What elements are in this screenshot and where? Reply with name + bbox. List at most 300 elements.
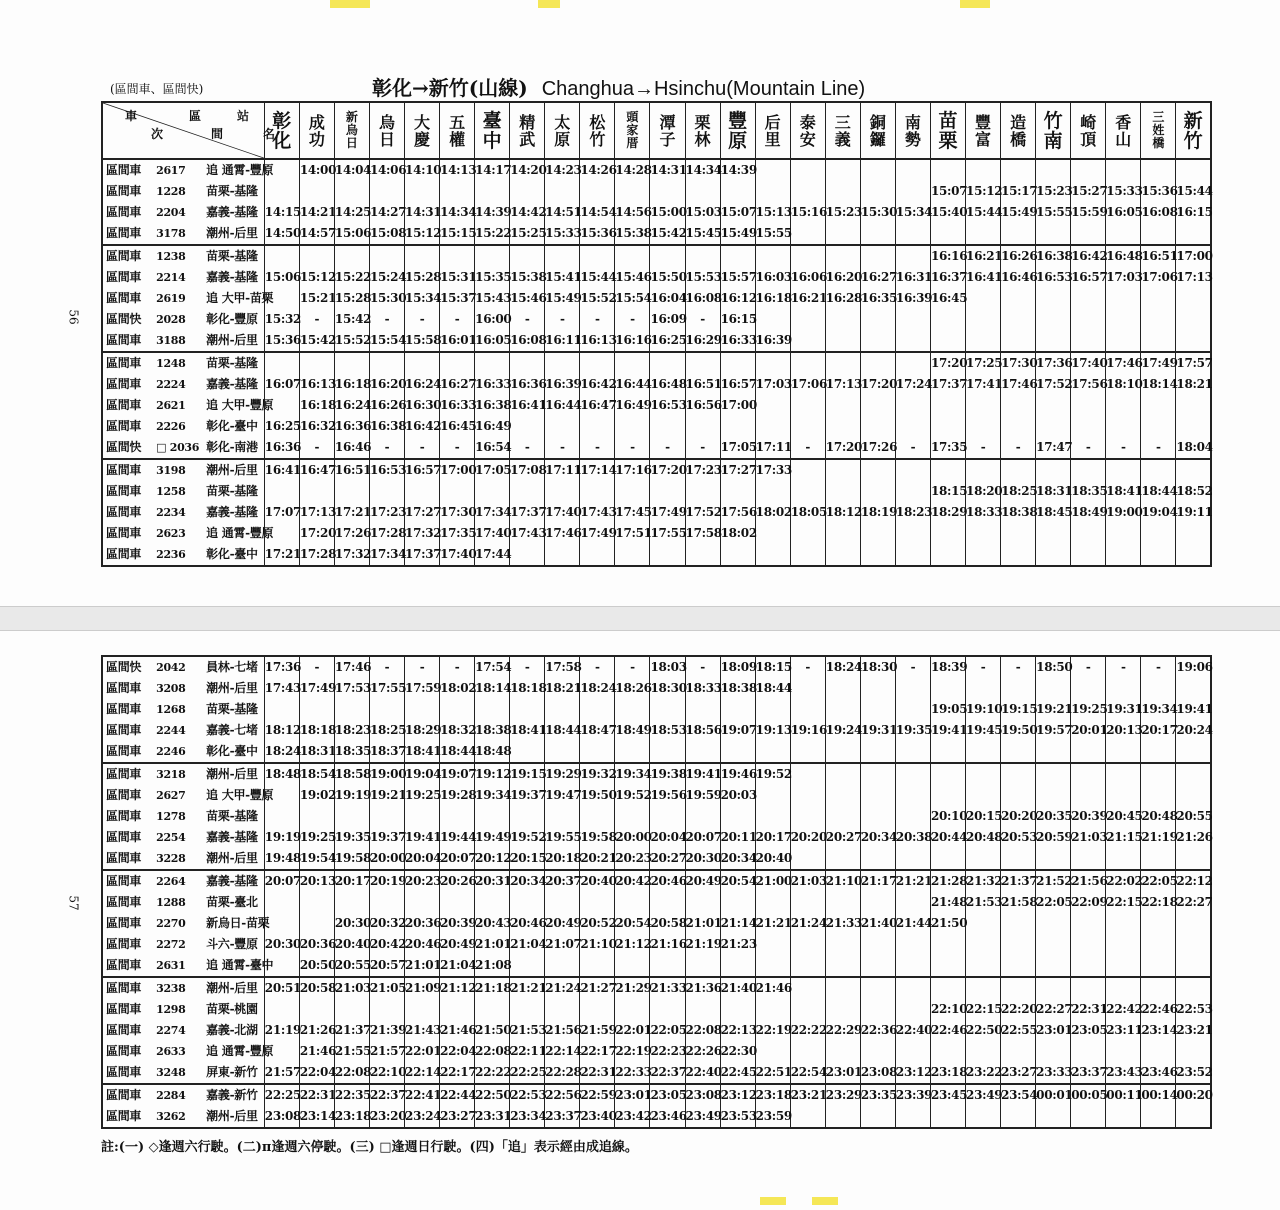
time-cell: 21:05: [369, 977, 404, 999]
time-cell: -: [299, 656, 334, 678]
time-cell: 23:01: [615, 1084, 650, 1106]
time-cell: [545, 481, 580, 502]
time-cell: [1001, 544, 1036, 566]
time-cell: 17:21: [334, 502, 369, 523]
station-name: 彰化: [272, 109, 292, 152]
time-cell: 18:38: [720, 678, 755, 699]
time-cell: 17:06: [1141, 267, 1176, 288]
time-cell: 20:44: [930, 827, 965, 848]
time-cell: 18:04: [1176, 437, 1211, 459]
time-cell: 23:49: [685, 1106, 720, 1128]
table-row: [102, 544, 1211, 566]
time-cell: 20:39: [440, 913, 475, 934]
time-cell: [755, 481, 790, 502]
time-cell: [440, 352, 475, 374]
time-cell: 20:34: [860, 827, 895, 848]
time-cell: [720, 245, 755, 267]
time-cell: [1176, 785, 1211, 806]
time-cell: 15:27: [1071, 181, 1106, 202]
time-cell: [755, 352, 790, 374]
time-cell: [825, 181, 860, 202]
time-cell: 17:40: [475, 523, 510, 544]
time-cell: 16:39: [895, 288, 930, 309]
station-name: 南勢: [904, 112, 921, 149]
time-cell: [755, 245, 790, 267]
train-number: 2272: [156, 938, 186, 951]
time-cell: 15:33: [545, 223, 580, 245]
time-cell: 16:41: [966, 267, 1001, 288]
time-cell: [545, 699, 580, 720]
table-row: [102, 374, 1211, 395]
time-cell: [1036, 223, 1071, 245]
time-cell: 16:28: [825, 288, 860, 309]
time-cell: 21:26: [299, 1020, 334, 1041]
time-cell: 14:31: [650, 159, 685, 181]
time-cell: [930, 934, 965, 955]
time-cell: [405, 181, 440, 202]
time-cell: [1036, 288, 1071, 309]
time-cell: [825, 955, 860, 977]
time-cell: 19:35: [334, 827, 369, 848]
time-cell: 23:29: [825, 1084, 860, 1106]
time-cell: 21:48: [930, 892, 965, 913]
table-row: [102, 720, 1211, 741]
time-cell: [545, 999, 580, 1020]
time-cell: [825, 785, 860, 806]
time-cell: 20:13: [299, 870, 334, 892]
station-name: 大慶: [414, 112, 431, 149]
time-cell: 21:18: [475, 977, 510, 999]
time-cell: 16:18: [334, 374, 369, 395]
time-cell: [1141, 159, 1176, 181]
time-cell: [580, 999, 615, 1020]
time-cell: 20:40: [755, 848, 790, 870]
time-cell: 15:07: [930, 181, 965, 202]
time-cell: [615, 699, 650, 720]
time-cell: 16:15: [1176, 202, 1211, 223]
time-cell: 17:41: [966, 374, 1001, 395]
time-cell: 16:38: [1036, 245, 1071, 267]
time-cell: 19:02: [299, 785, 334, 806]
time-cell: 16:38: [475, 395, 510, 416]
time-cell: 16:47: [580, 395, 615, 416]
time-cell: 17:24: [895, 374, 930, 395]
time-cell: 00:20: [1176, 1084, 1211, 1106]
time-cell: 19:31: [860, 720, 895, 741]
time-cell: [1036, 523, 1071, 544]
time-cell: 20:26: [440, 870, 475, 892]
time-cell: [615, 544, 650, 566]
time-cell: [475, 892, 510, 913]
train-route: 苗栗-基隆: [206, 809, 258, 823]
time-cell: [264, 699, 299, 720]
time-cell: [1071, 159, 1106, 181]
time-cell: 22:31: [580, 1062, 615, 1084]
time-cell: 22:41: [405, 1084, 440, 1106]
time-cell: 19:37: [510, 785, 545, 806]
time-cell: [615, 245, 650, 267]
time-cell: [790, 741, 825, 763]
time-cell: 16:51: [1141, 245, 1176, 267]
train-route: 追 通霄-臺中: [206, 958, 274, 972]
time-cell: 23:05: [1071, 1020, 1106, 1041]
station-name: 崎頂: [1080, 112, 1097, 149]
time-cell: [1106, 159, 1141, 181]
time-cell: 15:31: [440, 267, 475, 288]
time-cell: 19:57: [1036, 720, 1071, 741]
time-cell: [1001, 459, 1036, 481]
time-cell: [1141, 223, 1176, 245]
time-cell: 17:35: [440, 523, 475, 544]
train-type: 區間車: [106, 1044, 142, 1058]
time-cell: [1141, 523, 1176, 544]
time-cell: [1001, 159, 1036, 181]
time-cell: 21:03: [334, 977, 369, 999]
time-cell: [720, 892, 755, 913]
time-cell: [510, 999, 545, 1020]
time-cell: -: [1106, 656, 1141, 678]
time-cell: 23:21: [1176, 1020, 1211, 1041]
time-cell: 17:56: [720, 502, 755, 523]
time-cell: 20:18: [545, 848, 580, 870]
train-route: 彰化-南港: [206, 440, 258, 454]
train-route: 苗栗-基隆: [206, 352, 264, 374]
time-cell: 23:59: [755, 1106, 790, 1128]
time-cell: 23:14: [299, 1106, 334, 1128]
time-cell: 20:49: [685, 870, 720, 892]
time-cell: 15:58: [405, 330, 440, 352]
time-cell: [1036, 785, 1071, 806]
time-cell: [1001, 416, 1036, 437]
train-number: 2627: [156, 789, 186, 802]
time-cell: 18:30: [650, 678, 685, 699]
time-cell: [1141, 309, 1176, 330]
time-cell: 18:38: [1001, 502, 1036, 523]
time-cell: [475, 699, 510, 720]
time-cell: 19:21: [1036, 699, 1071, 720]
time-cell: [895, 544, 930, 566]
station-name: 新竹: [1183, 109, 1203, 152]
table-row: [102, 202, 1211, 223]
time-cell: [1141, 977, 1176, 999]
time-cell: [580, 481, 615, 502]
time-cell: 17:14: [580, 459, 615, 481]
time-cell: [685, 481, 720, 502]
time-cell: -: [650, 437, 685, 459]
time-cell: 20:07: [440, 848, 475, 870]
time-cell: 18:02: [720, 523, 755, 544]
time-cell: [264, 999, 299, 1020]
time-cell: -: [440, 437, 475, 459]
train-route: 苗栗-臺北: [206, 895, 258, 909]
time-cell: [825, 1106, 860, 1128]
time-cell: 16:16: [615, 330, 650, 352]
time-cell: [1176, 741, 1211, 763]
time-cell: 19:52: [510, 827, 545, 848]
time-cell: 17:37: [930, 374, 965, 395]
time-cell: [615, 892, 650, 913]
station-header-14: [755, 102, 790, 159]
time-cell: [895, 309, 930, 330]
time-cell: 22:37: [650, 1062, 685, 1084]
time-cell: 16:49: [475, 416, 510, 437]
time-cell: 15:55: [1036, 202, 1071, 223]
time-cell: [650, 245, 685, 267]
station-name: 豐富: [975, 112, 992, 149]
time-cell: [895, 848, 930, 870]
time-cell: [475, 999, 510, 1020]
time-cell: 23:34: [510, 1106, 545, 1128]
train-number: 3248: [156, 1066, 186, 1079]
time-cell: 20:57: [369, 955, 404, 977]
table-row: [102, 330, 1211, 352]
train-number: 2042: [156, 661, 186, 674]
time-cell: [860, 523, 895, 544]
time-cell: 21:37: [1001, 870, 1036, 892]
time-cell: 16:46: [334, 437, 369, 459]
time-cell: 20:39: [1071, 806, 1106, 827]
time-cell: -: [1001, 437, 1036, 459]
time-cell: 19:48: [264, 848, 299, 870]
time-cell: [895, 741, 930, 763]
time-cell: 22:13: [720, 1020, 755, 1041]
station-header-9: [580, 102, 615, 159]
time-cell: 17:03: [755, 374, 790, 395]
train-route: 彰化-臺中: [206, 547, 258, 561]
time-cell: [930, 977, 965, 999]
header-label: 區: [189, 109, 202, 123]
train-type: 區間快: [106, 660, 142, 674]
time-cell: [755, 159, 790, 181]
time-cell: 19:41: [685, 763, 720, 785]
time-cell: [545, 245, 580, 267]
time-cell: [1141, 330, 1176, 352]
station-name: 苗栗: [938, 109, 958, 152]
time-cell: [720, 955, 755, 977]
time-cell: 15:55: [755, 223, 790, 245]
time-cell: 16:39: [545, 374, 580, 395]
time-cell: [685, 955, 720, 977]
time-cell: 18:41: [1106, 481, 1141, 502]
time-cell: 16:33: [475, 374, 510, 395]
time-cell: [966, 763, 1001, 785]
table-row: [102, 870, 1211, 892]
time-cell: [930, 395, 965, 416]
time-cell: 22:01: [615, 1020, 650, 1041]
train-number: 1238: [156, 245, 206, 267]
time-cell: 17:40: [440, 544, 475, 566]
time-cell: 18:47: [580, 720, 615, 741]
time-cell: 21:17: [860, 870, 895, 892]
time-cell: [1106, 1041, 1141, 1062]
time-cell: [790, 159, 825, 181]
time-cell: 16:05: [1106, 202, 1141, 223]
time-cell: [1071, 785, 1106, 806]
time-cell: 19:13: [755, 720, 790, 741]
time-cell: [790, 763, 825, 785]
time-cell: [966, 223, 1001, 245]
time-cell: 16:41: [264, 459, 299, 481]
time-cell: 16:13: [299, 374, 334, 395]
time-cell: 16:00: [475, 309, 510, 330]
time-cell: [440, 181, 475, 202]
time-cell: [966, 395, 1001, 416]
train-number: 2623: [156, 527, 186, 540]
time-cell: 18:21: [545, 678, 580, 699]
time-cell: 17:37: [510, 502, 545, 523]
time-cell: [895, 955, 930, 977]
train-number: 3238: [156, 977, 206, 999]
time-cell: [1176, 1106, 1211, 1128]
time-cell: [966, 544, 1001, 566]
time-cell: 15:35: [475, 267, 510, 288]
time-cell: 15:44: [1176, 181, 1211, 202]
time-cell: 16:38: [369, 416, 404, 437]
time-cell: 17:30: [1001, 352, 1036, 374]
time-cell: [545, 352, 580, 374]
time-cell: 17:58: [545, 656, 580, 678]
time-cell: 17:40: [1071, 352, 1106, 374]
time-cell: 22:22: [790, 1020, 825, 1041]
time-cell: [440, 699, 475, 720]
train-number: 2204: [156, 206, 186, 219]
time-cell: 20:46: [510, 913, 545, 934]
time-cell: [1071, 1106, 1106, 1128]
station-name: 五權: [449, 112, 466, 149]
time-cell: 17:03: [1106, 267, 1141, 288]
time-cell: [895, 245, 930, 267]
train-number: 2254: [156, 831, 186, 844]
time-cell: 16:08: [510, 330, 545, 352]
train-route: 嘉義-基隆: [206, 270, 258, 284]
time-cell: 14:00: [299, 159, 334, 181]
time-cell: 17:46: [334, 656, 369, 678]
time-cell: 14:04: [334, 159, 369, 181]
time-cell: [720, 999, 755, 1020]
time-cell: [440, 999, 475, 1020]
time-cell: [369, 806, 404, 827]
time-cell: 17:34: [369, 544, 404, 566]
time-cell: [755, 523, 790, 544]
time-cell: [790, 181, 825, 202]
station-header-4: [405, 102, 440, 159]
title-english: Changhua→Hsinchu(Mountain Line): [541, 78, 866, 100]
time-cell: [1141, 741, 1176, 763]
station-header-13: [720, 102, 755, 159]
time-cell: [895, 892, 930, 913]
time-cell: 16:03: [755, 267, 790, 288]
time-cell: [966, 934, 1001, 955]
train-type: 區間車: [106, 377, 142, 391]
time-cell: [510, 544, 545, 566]
time-cell: [966, 309, 1001, 330]
train-type: 區間車: [106, 505, 142, 519]
time-cell: [1176, 459, 1211, 481]
time-cell: [405, 892, 440, 913]
time-cell: 17:55: [369, 678, 404, 699]
time-cell: [1106, 288, 1141, 309]
time-cell: 21:16: [650, 934, 685, 955]
time-cell: 19:05: [930, 699, 965, 720]
time-cell: [1071, 1041, 1106, 1062]
time-cell: [580, 544, 615, 566]
time-cell: [1176, 523, 1211, 544]
time-cell: 19:50: [580, 785, 615, 806]
time-cell: [790, 352, 825, 374]
time-cell: 20:34: [510, 870, 545, 892]
time-cell: 15:50: [650, 267, 685, 288]
time-cell: 21:19: [685, 934, 720, 955]
time-cell: [1036, 763, 1071, 785]
time-cell: 17:27: [405, 502, 440, 523]
time-cell: 16:44: [615, 374, 650, 395]
time-cell: 21:12: [615, 934, 650, 955]
time-cell: 22:15: [966, 999, 1001, 1020]
time-cell: [895, 977, 930, 999]
time-cell: 16:32: [299, 416, 334, 437]
time-cell: [860, 309, 895, 330]
time-cell: [369, 181, 404, 202]
time-cell: 20:51: [264, 977, 299, 999]
time-cell: 15:45: [685, 223, 720, 245]
time-cell: 21:10: [580, 934, 615, 955]
time-cell: [825, 395, 860, 416]
time-cell: [1141, 459, 1176, 481]
time-cell: 20:23: [405, 870, 440, 892]
time-cell: [299, 806, 334, 827]
time-cell: [1176, 159, 1211, 181]
time-cell: [1071, 763, 1106, 785]
time-cell: 22:17: [580, 1041, 615, 1062]
time-cell: 23:18: [930, 1062, 965, 1084]
station-header-3: [369, 102, 404, 159]
station-header-21: [1001, 102, 1036, 159]
time-cell: [405, 999, 440, 1020]
time-cell: 16:12: [720, 288, 755, 309]
time-cell: 20:30: [264, 934, 299, 955]
time-cell: [1106, 977, 1141, 999]
time-cell: 22:25: [510, 1062, 545, 1084]
table-row: [102, 678, 1211, 699]
time-cell: 23:14: [1141, 1020, 1176, 1041]
time-cell: 23:31: [475, 1106, 510, 1128]
time-cell: [1141, 848, 1176, 870]
time-cell: [1071, 955, 1106, 977]
time-cell: [860, 892, 895, 913]
time-cell: 21:21: [510, 977, 545, 999]
time-cell: [440, 481, 475, 502]
time-cell: [1176, 977, 1211, 999]
station-name: 松竹: [589, 112, 606, 149]
time-cell: [650, 741, 685, 763]
time-cell: 16:57: [720, 374, 755, 395]
time-cell: 21:04: [440, 955, 475, 977]
train-number: 2274: [156, 1024, 186, 1037]
train-type: 區間車: [106, 681, 142, 695]
table-row: [102, 288, 1211, 309]
time-cell: [264, 181, 299, 202]
time-cell: [1036, 159, 1071, 181]
time-cell: 21:46: [299, 1041, 334, 1062]
time-cell: [1071, 330, 1106, 352]
train-number: 2246: [156, 745, 186, 758]
time-cell: [966, 1041, 1001, 1062]
time-cell: [405, 806, 440, 827]
time-cell: [1141, 934, 1176, 955]
time-cell: 22:23: [650, 1041, 685, 1062]
time-cell: [475, 806, 510, 827]
time-cell: 18:49: [615, 720, 650, 741]
